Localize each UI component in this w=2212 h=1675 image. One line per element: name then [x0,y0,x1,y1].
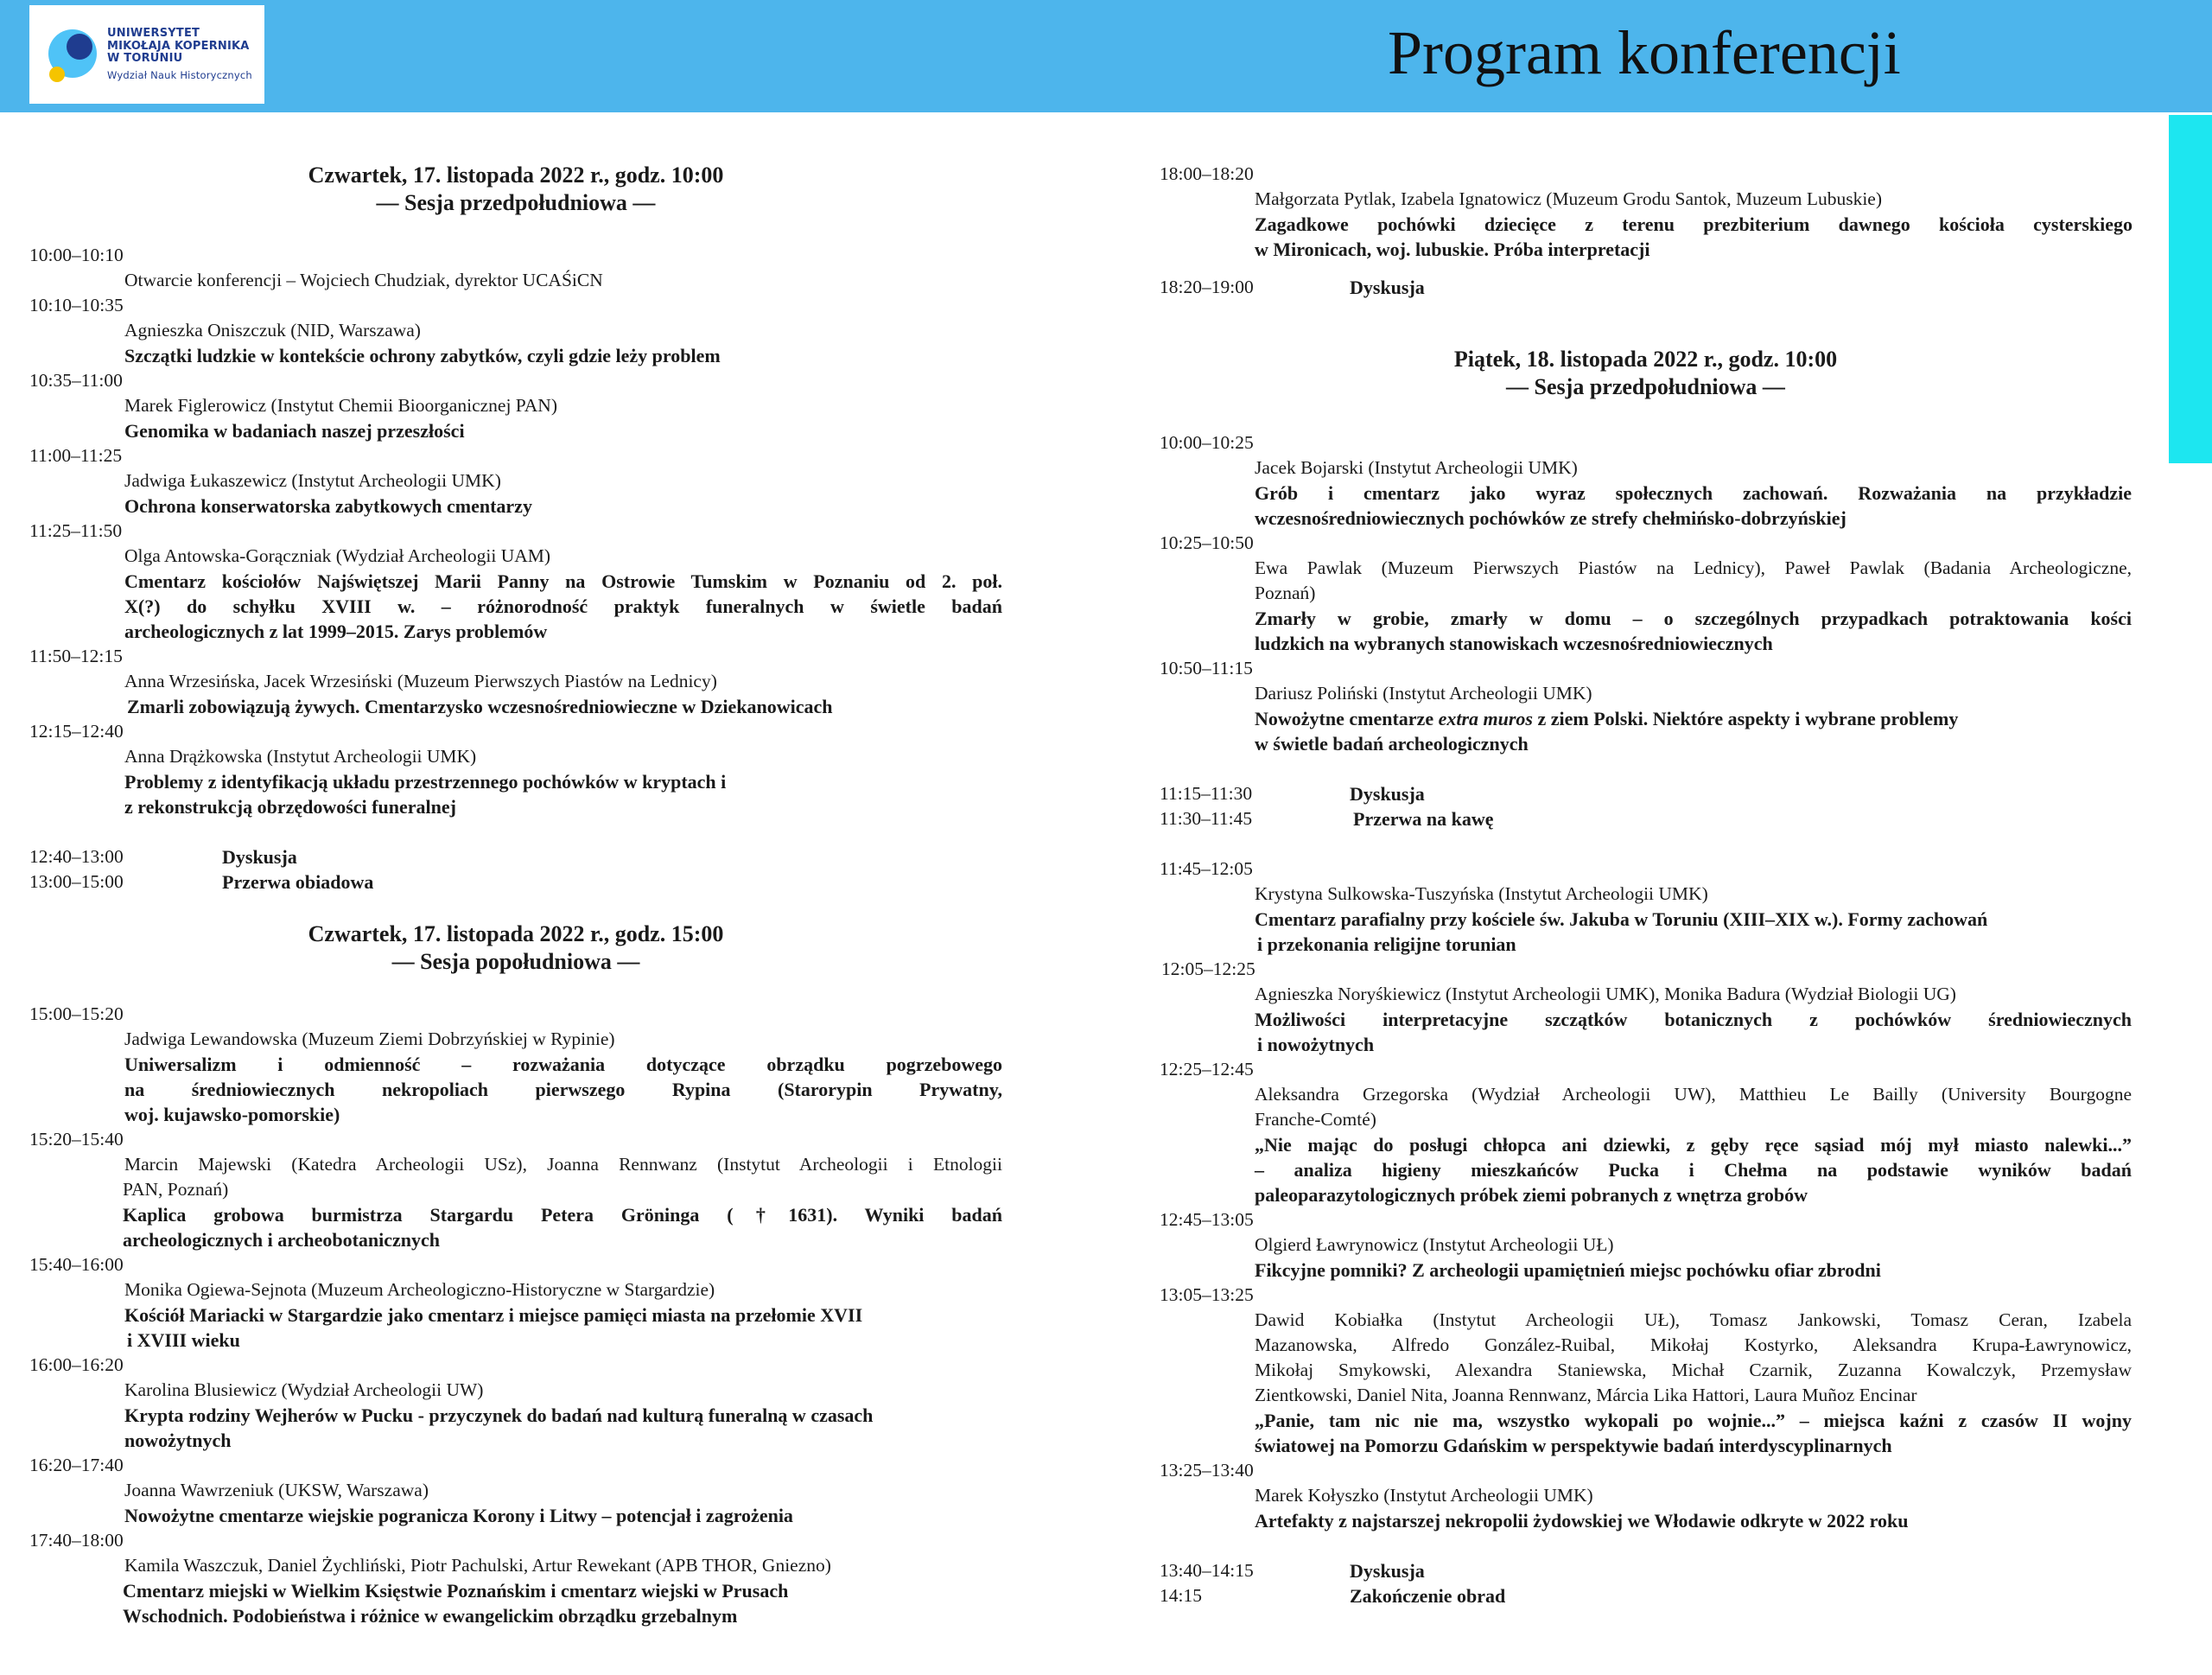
session-time: 10:35–11:00 [29,370,123,391]
session-speaker: Monika Ogiewa-Sejnota (Muzeum Archeologiczno-Historyczne w Stargardzie) [124,1279,715,1300]
session-speaker: Jacek Bojarski (Instytut Archeologii UMK) [1255,457,1578,478]
break-time: 18:20–19:00 [1160,277,1254,297]
session-time: 15:40–16:00 [29,1254,124,1275]
talk-title: Możliwości interpretacyjne szczątków botanicznych z pochówków średniowiecznych [1255,1009,2132,1030]
logo-circle-icon [41,22,107,88]
session-speaker: Franche-Comté) [1255,1109,1376,1130]
talk-title: w świetle badań archeologicznych [1255,733,1529,755]
session-speaker: PAN, Poznań) [123,1179,229,1200]
session-time: 11:50–12:15 [29,646,123,666]
talk-title: Grób i cmentarz jako wyraz społecznych zachowań. Rozważania na przykładzie [1255,482,2132,504]
session-speaker: Kamila Waszczuk, Daniel Żychliński, Piotr Pachulski, Artur Rewekant (APB THOR, Gniezno) [124,1555,831,1576]
session-speaker: Aleksandra Grzegorska (Wydział Archeologii UW), Matthieu Le Bailly (University Bourgogne [1255,1084,2132,1105]
session-time: 12:15–12:40 [29,721,124,742]
session-speaker: Olgierd Ławrynowicz (Instytut Archeologii UŁ) [1255,1234,1614,1255]
talk-title: i nowożytnych [1257,1034,1375,1055]
session-time: 12:45–13:05 [1160,1209,1254,1230]
talk-title: Uniwersalizm i odmienność – rozważania dotyczące obrządku pogrzebowego [124,1054,1002,1075]
session-subheading: — Sesja przedpołudniowa — [1506,374,1785,399]
break-label: Przerwa na kawę [1353,808,1494,830]
talk-title: Ochrona konserwatorska zabytkowych cmentarzy [124,495,532,517]
talk-title: Artefakty z najstarszej nekropolii żydowskiej we Włodawie odkryte w 2022 roku [1255,1510,1909,1532]
talk-title: woj. kujawsko-pomorskie) [124,1104,340,1125]
talk-title: Zmarły w grobie, zmarły w domu – o szczególnych przypadkach potraktowania kości [1255,608,2132,629]
talk-title: paleoparazytologicznych próbek ziemi pobranych z wnętrza grobów [1255,1184,1808,1206]
session-speaker: Jadwiga Łukaszewicz (Instytut Archeologii UMK) [124,470,501,491]
session-time: 11:00–11:25 [29,445,123,466]
talk-title: archeologicznych z lat 1999–2015. Zarys problemów [124,621,548,642]
talk-title: Nowożytne cmentarze wiejskie pogranicza Korony i Litwy – potencjał i zagrożenia [124,1505,793,1526]
session-time: 11:45–12:05 [1160,858,1253,879]
session-speaker: Agnieszka Noryśkiewicz (Instytut Archeologii UMK), Monika Badura (Wydział Biologii UG) [1255,984,1956,1004]
session-time: 17:40–18:00 [29,1530,124,1551]
talk-title: wczesnośredniowiecznych pochówków ze strefy chełmińsko-dobrzyńskiej [1255,507,1847,529]
talk-title: Krypta rodziny Wejherów w Pucku - przyczynek do badań nad kulturą funeralną w czasach [124,1404,874,1426]
session-time: 12:25–12:45 [1160,1059,1254,1080]
session-speaker: Marcin Majewski (Katedra Archeologii USz), Joanna Rennwanz (Instytut Archeologii i Etnologii [124,1154,1002,1175]
session-time: 13:05–13:25 [1160,1284,1254,1305]
session-speaker: Małgorzata Pytlak, Izabela Ignatowicz (Muzeum Grodu Santok, Muzeum Lubuskie) [1255,188,1883,209]
talk-title: ludzkich na wybranych stanowiskach wczesnośredniowiecznych [1255,633,1773,654]
university-logo [29,5,264,104]
session-time: 16:20–17:40 [29,1455,124,1475]
logo-line-3: W TORUNIU [107,52,183,65]
session-speaker: Karolina Blusiewicz (Wydział Archeologii UW) [124,1379,484,1400]
day-heading: Czwartek, 17. listopada 2022 r., godz. 15:00 [308,921,724,946]
session-time: 10:25–10:50 [1160,532,1254,553]
talk-title: Problemy z identyfikacją układu przestrzennego pochówków w kryptach i [124,771,727,793]
session-subheading: — Sesja popołudniowa — [391,949,640,974]
talk-title: „Panie, tam nic nie ma, wszystko wykopali po wojnie...” – miejsca kaźni z czasów II wojny [1255,1410,2132,1431]
session-speaker: Zientkowski, Daniel Nita, Joanna Rennwanz, Márcia Lika Hattori, Laura Muñoz Encinar [1255,1385,1917,1405]
talk-title: Szczątki ludzkie w kontekście ochrony zabytków, czyli gdzie leży problem [124,345,721,366]
session-speaker: Mazanowska, Alfredo González-Ruibal, Mikołaj Kostyrko, Aleksandra Krupa-Ławrynowicz, [1255,1334,2132,1355]
session-speaker: Poznań) [1255,583,1316,603]
break-label: Przerwa obiadowa [222,871,374,893]
break-label: Zakończenie obrad [1350,1585,1506,1607]
talk-title: Cmentarz kościołów Najświętszej Marii Panny na Ostrowie Tumskim w Poznaniu od 2. poł. [124,570,1002,592]
talk-title-italic: extra muros [1438,708,1533,729]
break-label: Dyskusja [1350,277,1425,298]
talk-title: światowej na Pomorzu Gdańskim w perspektywie badań interdyscyplinarnych [1255,1435,1892,1456]
talk-title: Fikcyjne pomniki? Z archeologii upamiętnień miejsc pochówku ofiar zbrodni [1255,1259,1881,1281]
talk-title [1255,706,1958,731]
talk-title: w Mironicach, woj. lubuskie. Próba interpretacji [1255,239,1650,260]
day-heading: Piątek, 18. listopada 2022 r., godz. 10:00 [1453,347,1838,372]
break-time: 14:15 [1160,1585,1202,1606]
logo-line-1: UNIWERSYTET [107,27,200,40]
talk-title: archeologicznych i archeobotanicznych [123,1229,441,1251]
break-label: Dyskusja [1350,783,1425,805]
session-speaker: Agnieszka Oniszczuk (NID, Warszawa) [124,320,421,341]
talk-title-part: z ziem Polski. Niektóre aspekty i wybrane problemy [1533,708,1959,729]
talk-title: „Nie mając do posługi chłopca ani dziewki, z gęby ręce sąsiad mój mył miasto nalewki...” [1255,1134,2132,1156]
talk-title: nowożytnych [124,1430,232,1451]
talk-title: Genomika w badaniach naszej przeszłości [124,420,465,442]
break-time: 12:40–13:00 [29,846,124,867]
session-speaker: Marek Kołyszko (Instytut Archeologii UMK) [1255,1485,1593,1506]
talk-title-part: Nowożytne cmentarze [1255,708,1439,729]
session-speaker: Otwarcie konferencji – Wojciech Chudziak, dyrektor UCAŚiCN [124,270,603,290]
session-time: 15:20–15:40 [29,1129,124,1150]
logo-line-2: MIKOŁAJA KOPERNIKA [107,39,250,53]
session-speaker: Dariusz Poliński (Instytut Archeologii UMK) [1255,683,1592,704]
break-time: 13:40–14:15 [1160,1560,1254,1581]
session-speaker: Olga Antowska-Gorączniak (Wydział Archeologii UAM) [124,545,551,566]
break-time: 11:15–11:30 [1160,783,1253,804]
session-speaker: Jadwiga Lewandowska (Muzeum Ziemi Dobrzyńskiej w Rypinie) [124,1029,615,1049]
talk-title: z rekonstrukcją obrzędowości funeralnej [124,796,456,818]
day-heading: Czwartek, 17. listopada 2022 r., godz. 10:00 [308,162,724,188]
talk-title: – analiza higieny mieszkańców Pucka i Chełma na podstawie wyników badań [1255,1159,2132,1181]
session-time: 13:25–13:40 [1160,1460,1254,1481]
session-time: 10:00–10:25 [1160,432,1254,453]
break-label: Dyskusja [1350,1560,1425,1582]
talk-title: X(?) do schyłku XVIII w. – różnorodność praktyk funeralnych w świetle badań [124,595,1002,617]
session-speaker: Dawid Kobiałka (Instytut Archeologii UŁ), Tomasz Jankowski, Tomasz Ceran, Izabela [1255,1309,2132,1330]
session-time: 15:00–15:20 [29,1003,124,1024]
talk-title: i XVIII wieku [127,1329,240,1351]
break-time: 13:00–15:00 [29,871,124,892]
talk-title: Kaplica grobowa burmistrza Stargardu Petera Gröninga (†1631). Wyniki badań [123,1204,1002,1226]
session-time: 10:00–10:10 [29,245,124,265]
session-time: 10:50–11:15 [1160,658,1253,678]
talk-title: Kościół Mariacki w Stargardzie jako cmentarz i miejsce pamięci miasta na przełomie XVII [124,1304,863,1326]
session-speaker: Mikołaj Smykowski, Alexandra Staniewska, Michał Czarnik, Zuzanna Kowalczyk, Przemysław [1255,1360,2132,1380]
session-speaker: Krystyna Sulkowska-Tuszyńska (Instytut Archeologii UMK) [1255,883,1708,904]
talk-title: Cmentarz parafialny przy kościele św. Jakuba w Toruniu (XIII–XIX w.). Formy zachowań [1255,908,1988,930]
session-time: 11:25–11:50 [29,520,123,541]
talk-title: Zagadkowe pochówki dziecięce z terenu prezbiterium dawnego kościoła cysterskiego [1255,213,2133,235]
session-time: 10:10–10:35 [29,295,124,315]
session-speaker: Ewa Pawlak (Muzeum Pierwszych Piastów na Lednicy), Paweł Pawlak (Badania Archeologiczne, [1255,557,2132,578]
logo-faculty: Wydział Nauk Historycznych [107,68,252,81]
session-time: 16:00–16:20 [29,1354,124,1375]
talk-title: na średniowiecznych nekropoliach pierwszego Rypina (Starorypin Prywatny, [124,1079,1002,1100]
session-subheading: — Sesja przedpołudniowa — [376,190,656,215]
break-time: 11:30–11:45 [1160,808,1253,829]
side-accent-strip [2169,115,2212,463]
talk-title: Zmarli zobowiązują żywych. Cmentarzysko wczesnośredniowieczne w Dziekanowicach [127,696,833,717]
session-time: 12:05–12:25 [1161,959,1255,979]
session-time: 18:00–18:20 [1160,163,1254,184]
talk-title: Cmentarz miejski w Wielkim Księstwie Poznańskim i cmentarz wiejski w Prusach [123,1580,789,1602]
talk-title: i przekonania religijne torunian [1257,933,1516,955]
session-speaker: Anna Wrzesińska, Jacek Wrzesiński (Muzeum Pierwszych Piastów na Lednicy) [124,671,717,691]
session-speaker: Anna Drążkowska (Instytut Archeologii UMK) [124,746,477,767]
break-label: Dyskusja [222,846,297,868]
page-title: Program konferencji [1388,18,1901,87]
session-speaker: Marek Figlerowicz (Instytut Chemii Bioorganicznej PAN) [124,395,557,416]
talk-title: Wschodnich. Podobieństwa i różnice w ewangelickim obrządku grzebalnym [123,1605,738,1627]
logo-text [107,28,252,81]
header-bar [0,0,2212,112]
session-speaker: Joanna Wawrzeniuk (UKSW, Warszawa) [124,1480,429,1500]
